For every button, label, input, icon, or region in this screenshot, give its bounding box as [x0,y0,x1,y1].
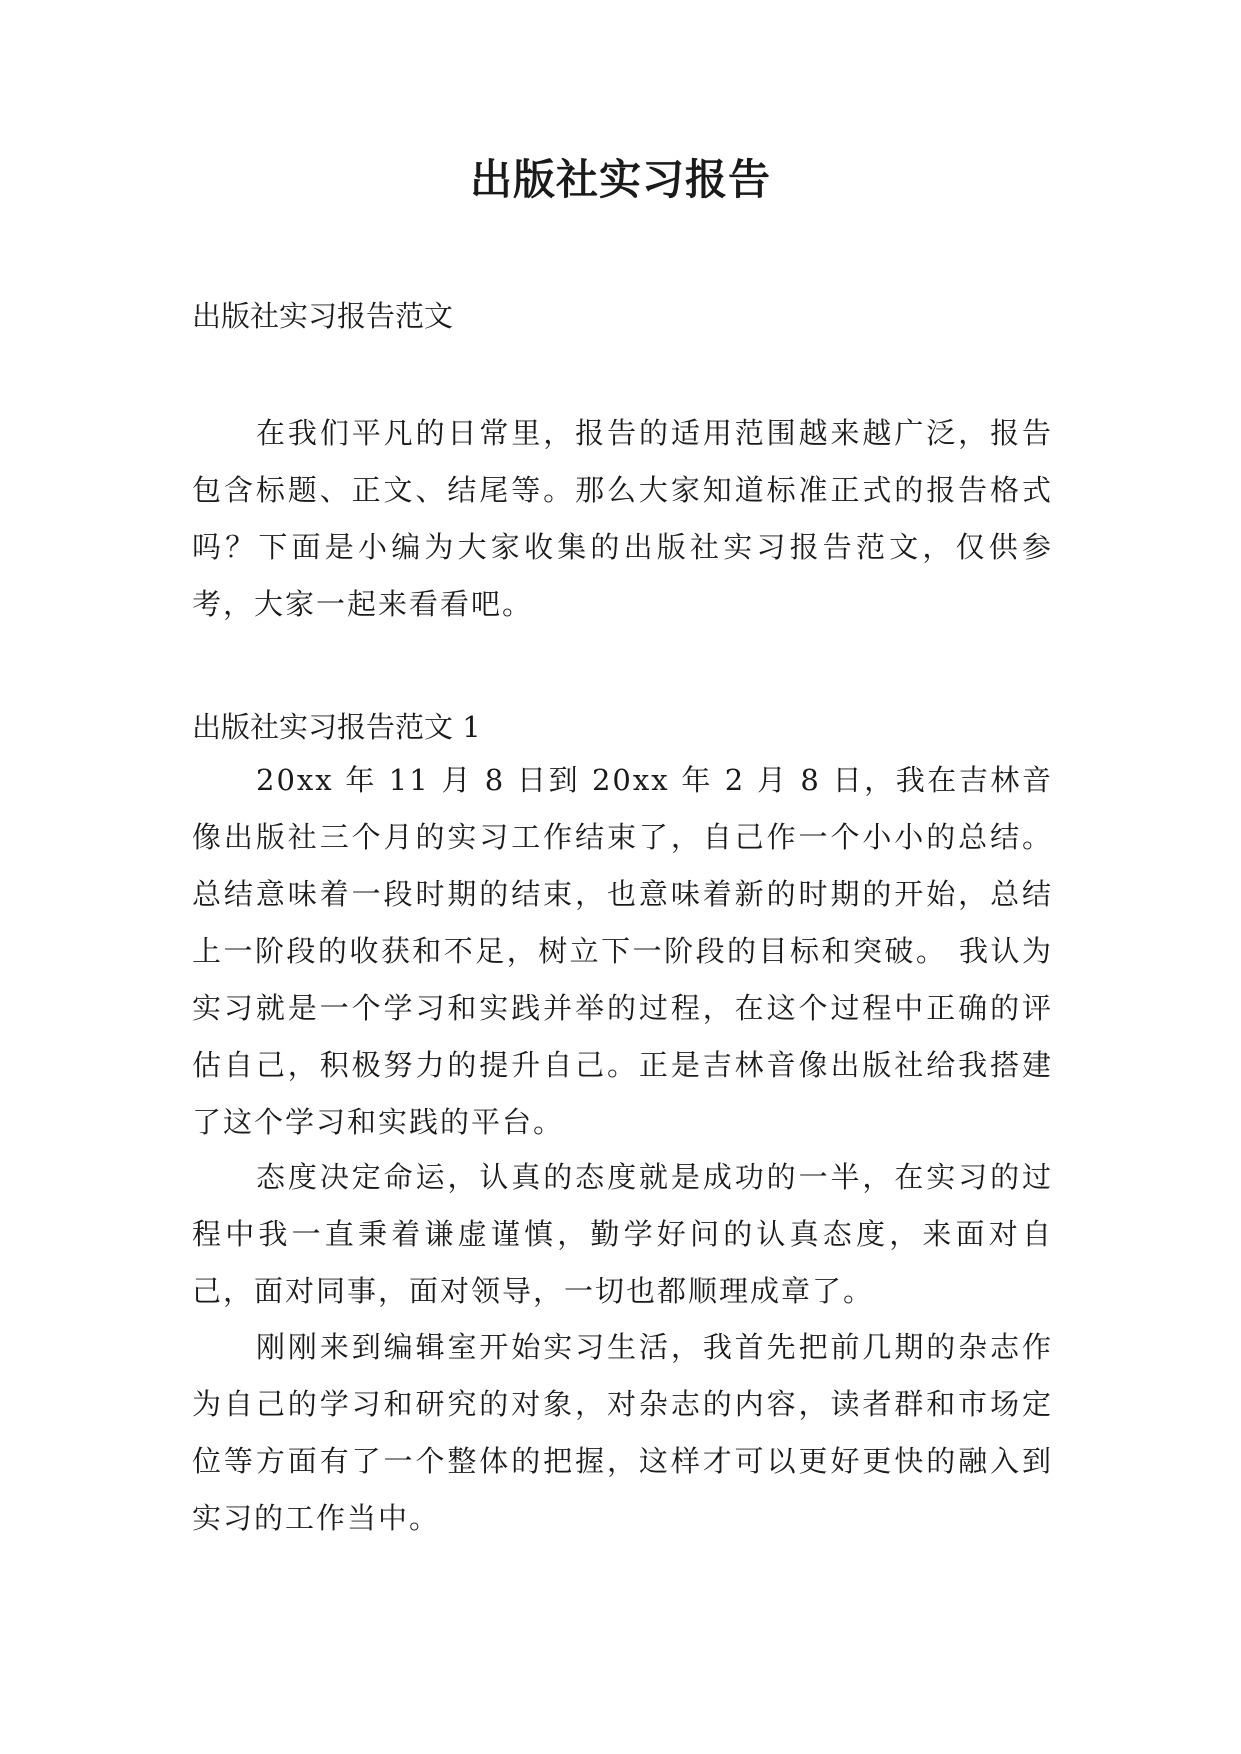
body-paragraph-2: 态度决定命运，认真的态度就是成功的一半，在实习的过程中我一直秉着谦虚谨慎，勤学好问的认真态度，来面对自己，面对同事，面对领导，一切也都顺理成章了。 [192,1160,1053,1308]
document-title: 出版社实习报告 [469,155,771,204]
document-subtitle: 出版社实习报告范文 [192,299,454,333]
body-paragraph-3: 刚刚来到编辑室开始实习生活，我首先把前几期的杂志作为自己的学习和研究的对象，对杂志的内容，读者群和市场定位等方面有了一个整体的把握，这样才可以更好更快的融入到实习的工作当中。 [192,1330,1053,1535]
section-heading: 出版社实习报告范文 1 [192,710,481,744]
body-paragraph-1: 20xx 年 11 月 8 日到 20xx 年 2 月 8 日，我在吉林音像出版社三个月的实习工作结束了，自己作一个小小的总结。总结意味着一段时期的结束，也意味着新的时期的开始，总结上一阶段的收获和不足，树立下一阶段的目标和突破。 我认为实习就是一个学习和实践并举的过程，在这个过程中正确的评估自己，积极努力的提升自己。正是吉林音像出版社给我搭建了这个学习和实践的平台。 [192,763,1053,1139]
intro-paragraph: 在我们平凡的日常里，报告的适用范围越来越广泛，报告包含标题、正文、结尾等。那么大家知道标准正式的报告格式吗？下面是小编为大家收集的出版社实习报告范文，仅供参考，大家一起来看看吧。 [192,416,1053,621]
